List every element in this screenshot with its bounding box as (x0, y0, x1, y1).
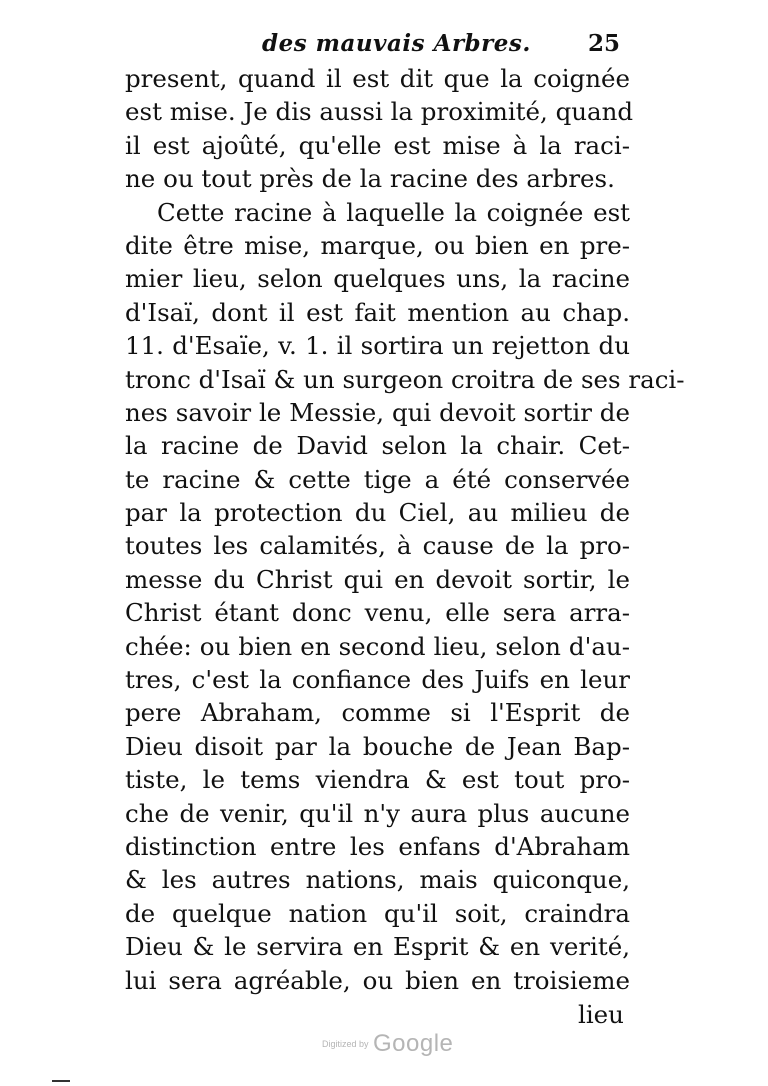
text-line: nes savoir le Messie, qui devoit sortir de (125, 397, 630, 427)
text-line: 11. d'Esaïe, v. 1. il sortira un rejetton du (125, 331, 630, 361)
text-line: par la protection du Ciel, au milieu de (125, 498, 630, 528)
digitized-by-google-watermark (322, 1030, 453, 1058)
text-line: chée: ou bien en second lieu, selon d'au- (125, 631, 630, 661)
text-line: la racine de David selon la chair. Cet- (125, 431, 630, 461)
text-line: che de venir, qu'il n'y aura plus aucune (125, 798, 630, 828)
text-line: il est ajoûté, qu'elle est mise à la raci- (125, 130, 630, 160)
text-line: dite être mise, marque, ou bien en pre- (125, 230, 630, 260)
text-line: distinction entre les enfans d'Abraham (125, 831, 630, 861)
text-line: d'Isaï, dont il est fait mention au chap. (125, 297, 630, 327)
text-line: & les autres nations, mais quiconque, (125, 865, 630, 895)
text-line: est mise. Je dis aussi la proximité, quand (125, 97, 634, 127)
text-line: lui sera agréable, ou bien en troisieme (125, 965, 630, 995)
text-line: mier lieu, selon quelques uns, la racine (125, 264, 630, 294)
text-line: present, quand il est dit que la coignée (125, 64, 630, 93)
text-line: toutes les calamités, à cause de la pro- (125, 531, 630, 561)
google-logo: Google (372, 1030, 454, 1057)
text-line: Dieu & le servira en Esprit & en verité, (125, 932, 630, 962)
catchword: lieu (578, 1000, 624, 1029)
text-line: tres, c'est la confiance des Juifs en leur (125, 665, 630, 695)
watermark-prefix: Digitized by (322, 1039, 369, 1049)
text-line: pere Abraham, comme si l'Esprit de (125, 698, 630, 728)
page-number: 25 (588, 30, 621, 57)
text-line: Christ étant donc venu, elle sera arra- (125, 598, 630, 628)
running-title: des mauvais Arbres. (262, 30, 531, 57)
text-line: Dieu disoit par la bouche de Jean Bap- (125, 731, 630, 761)
text-line: de quelque nation qu'il soit, craindra (125, 898, 630, 928)
text-line: tiste, le tems viendra & est tout pro- (125, 765, 630, 795)
body-text (125, 62, 685, 997)
text-line: messe du Christ qui en devoit sortir, le (125, 564, 630, 594)
margin-mark (52, 1080, 70, 1082)
running-head (0, 30, 768, 60)
text-line: te racine & cette tige a été conservée (125, 464, 630, 494)
text-line: ne ou tout près de la racine des arbres. (125, 164, 615, 194)
text-line: tronc d'Isaï & un surgeon croitra de ses raci- (125, 364, 685, 394)
paragraph-first-line: Cette racine à laquelle la coignée est (157, 197, 630, 227)
